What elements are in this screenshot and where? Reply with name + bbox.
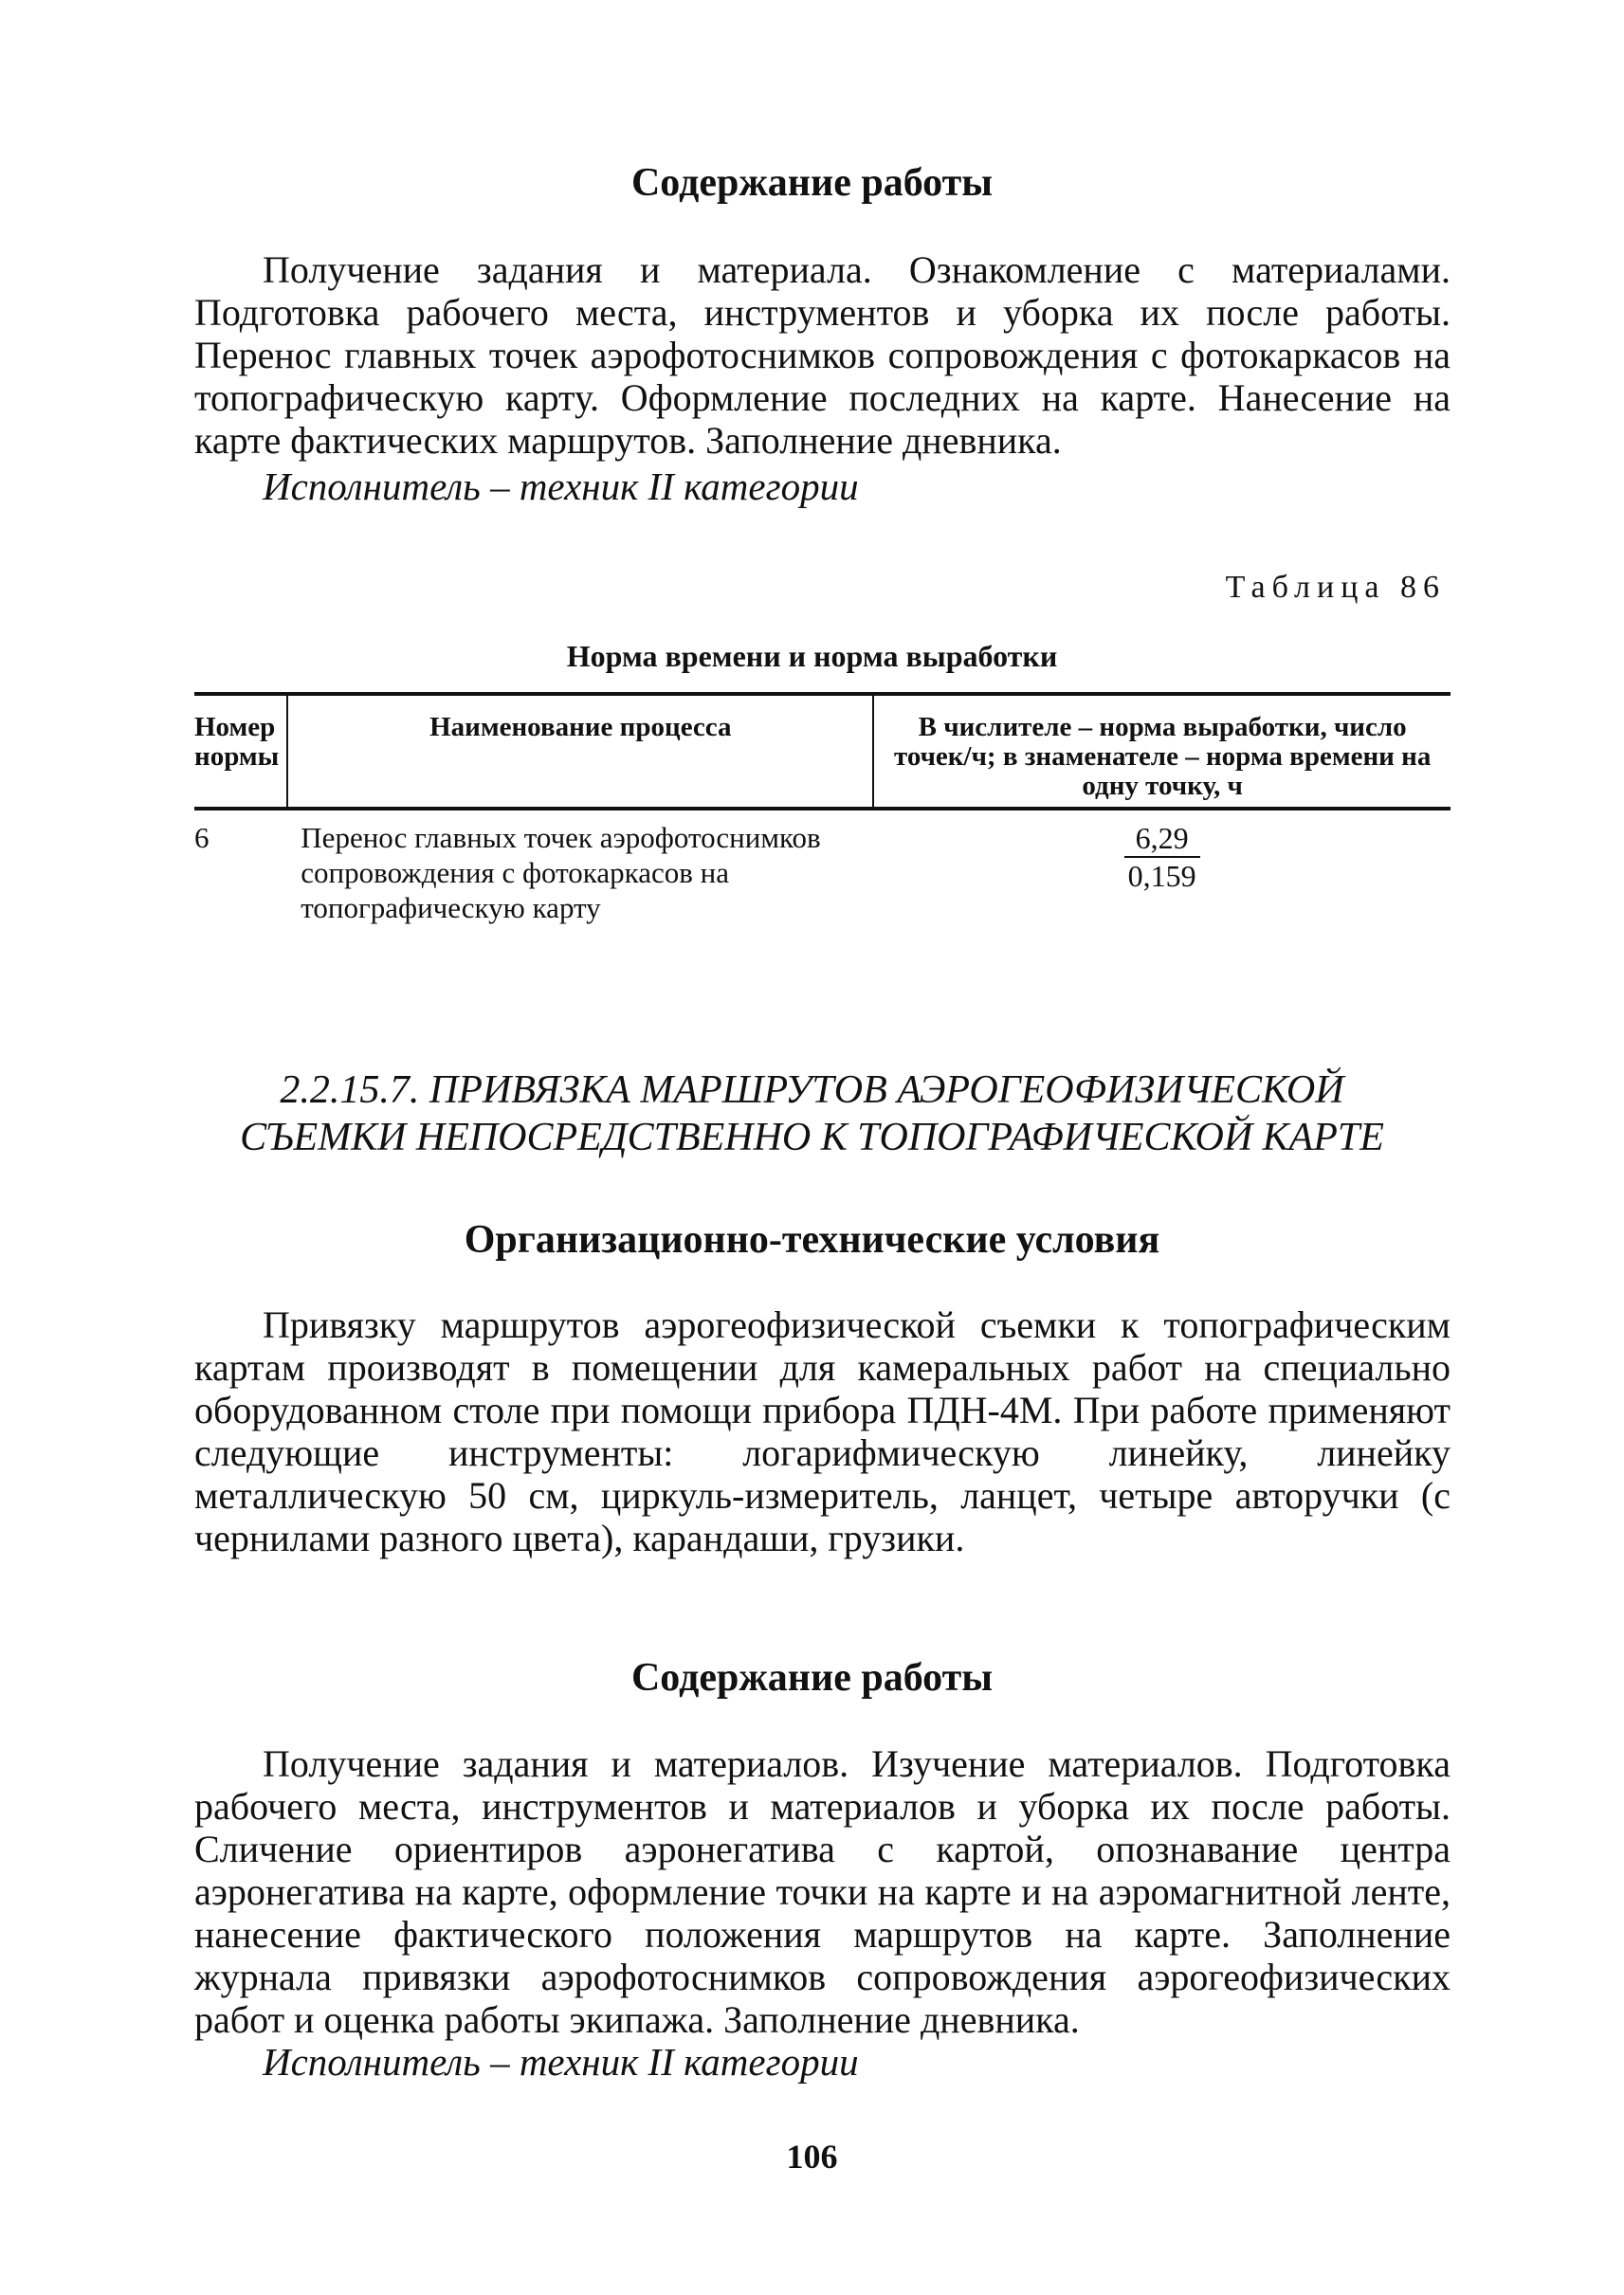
page-number: 106 bbox=[786, 2138, 838, 2176]
work-content-text-2: Получение задания и материалов. Изучение материалов. Подготовка рабочего места, инструментов и материалов и уборка их после работы. Сличение ориентиров аэронегатива с картой, опознавание центра аэронегатива на карте, оформление точки на карте и на аэромагнитной ленте, нанесение фактического положения маршрутов на карте. Заполнение журнала привязки аэрофотоснимков сопровождения аэрогеофизических работ и оценка работы экипажа. Заполнение дневника. bbox=[194, 1742, 1451, 2041]
conditions-paragraph bbox=[194, 1303, 1451, 1559]
header-norm-values: В числителе – норма выработки, число точек/ч; в знаменателе – норма времени на одну точку, ч bbox=[873, 694, 1451, 809]
header-norm-number: Номер нормы bbox=[194, 694, 287, 809]
section-title-line-1: 2.2.15.7. ПРИВЯЗКА МАРШРУТОВ АЭРОГЕОФИЗИЧЕСКОЙ bbox=[280, 1068, 1344, 1112]
table-row bbox=[194, 809, 1451, 935]
table-header-row bbox=[194, 694, 1451, 809]
header-process-name: Наименование процесса bbox=[287, 694, 873, 809]
conditions-text: Привязку маршрутов аэрогеофизической съемки к топографическим картам производят в помещении для камеральных работ на специально оборудованном столе при помощи прибора ПДН-4М. При работе применяют следующие инструменты: логарифмическую линейку, линейку металлическую 50 см, циркуль-измеритель, ланцет, четыре авторучки (с чернилами разного цвета), карандаши, грузики. bbox=[194, 1303, 1451, 1559]
executor-line-2: Исполнитель – техник II категории bbox=[263, 2040, 859, 2084]
work-content-heading-1: Содержание работы bbox=[630, 161, 994, 205]
norm-fraction bbox=[1124, 820, 1200, 894]
table-caption: Таблица 86 bbox=[1225, 570, 1446, 605]
work-content-paragraph-1 bbox=[194, 248, 1451, 462]
table-title: Норма времени и норма выработки bbox=[566, 639, 1058, 673]
executor-line-1: Исполнитель – техник II категории bbox=[263, 464, 859, 508]
section-title-line-2: СЪЕМКИ НЕПОСРЕДСТВЕННО К ТОПОГРАФИЧЕСКОЙ КАРТЕ bbox=[240, 1116, 1384, 1159]
norm-table bbox=[194, 692, 1451, 935]
work-content-text-1: Получение задания и материала. Ознакомление с материалами. Подготовка рабочего места, инструментов и уборка их после работы. Перенос главных точек аэрофотоснимков сопровождения с фотокаркасов на топографическую карту. Оформление последних на карте. Нанесение на карте фактических маршрутов. Заполнение дневника. bbox=[194, 248, 1451, 462]
work-content-heading-2: Содержание работы bbox=[630, 1656, 994, 1700]
cell-process-name: Перенос главных точек аэрофотоснимков сопровождения с фотокаркасов на топографическую карту bbox=[301, 821, 821, 924]
cell-norm-number: 6 bbox=[194, 821, 210, 854]
fraction-denominator: 0,159 bbox=[1127, 859, 1196, 893]
fraction-numerator: 6,29 bbox=[1124, 820, 1200, 858]
cell-norm-fraction bbox=[873, 809, 1451, 935]
work-content-paragraph-2 bbox=[194, 1742, 1451, 2041]
conditions-heading: Организационно-технические условия bbox=[464, 1218, 1160, 1262]
